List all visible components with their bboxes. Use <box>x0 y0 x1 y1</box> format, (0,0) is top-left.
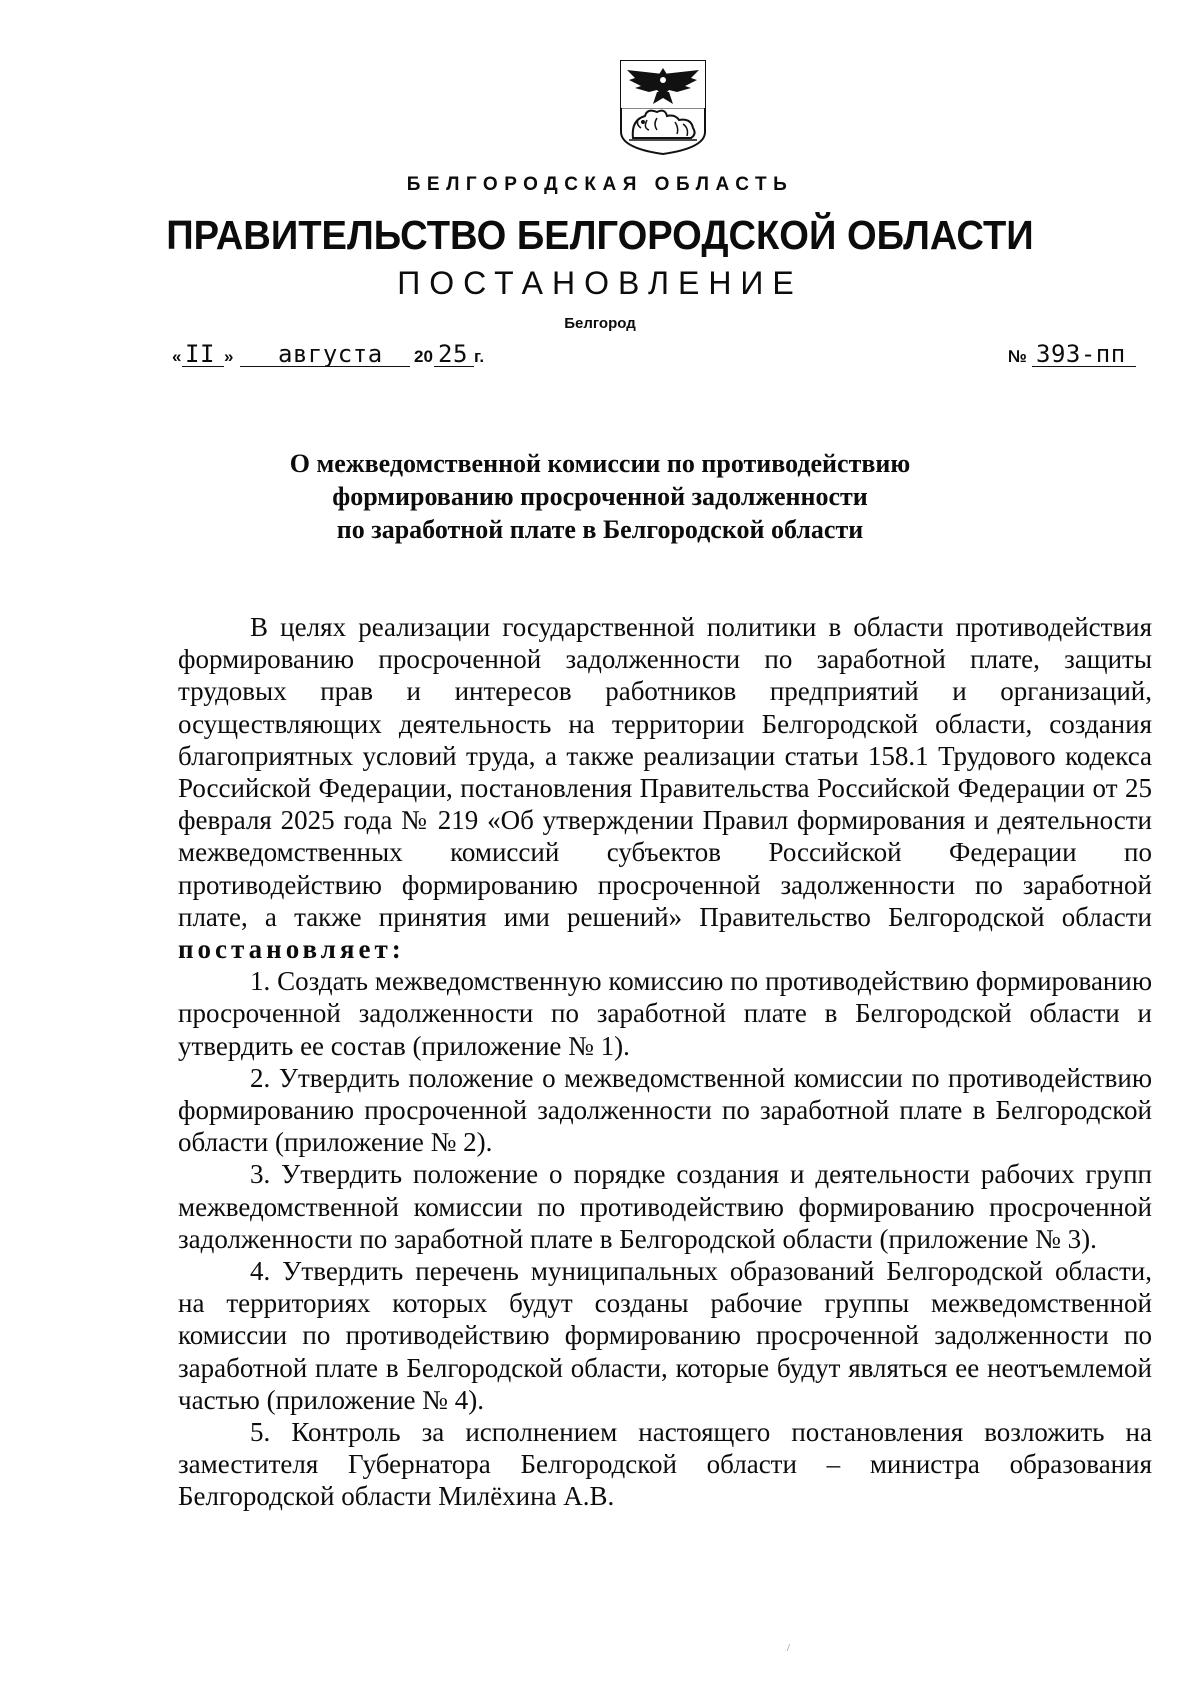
decree-keyword: постановляет: <box>178 934 405 965</box>
preamble-text: В целях реализации государственной политики в области противодействия формированию просроченной задолженности по заработной плате, защиты трудовых прав и интересов работников предприятий и организаций, осуществляющих деятельность на территории Белгородской области, создания благоприятных условий труда, а также реализации статьи 158.1 Трудового кодекса Российской Федерации, постановления Правительства Российской Федерации от 25 февраля 2025 года № 219 «Об утверждении Правил формирования и деятельности межведомственных комиссий субъектов Российской Федерации по противодействию формированию просроченной задолженности по заработной плате, а также принятия ими решений» Правительство Белгородской области <box>178 612 1152 932</box>
number-value: 393-пп <box>1036 340 1126 368</box>
date-year-underline <box>434 366 474 367</box>
date-open-quote: « <box>172 347 182 366</box>
preamble-paragraph <box>178 611 1152 965</box>
scan-mark: / <box>787 1643 790 1654</box>
city-label: Белгород <box>564 315 636 332</box>
date-year-prefix: 20 <box>414 347 433 366</box>
subject-line: формированию просроченной задолженности <box>332 482 868 511</box>
date-year-abbr: г. <box>474 347 485 366</box>
decree-item: 4. Утвердить перечень муниципальных образований Белгородской области, на территориях которых будут созданы рабочие группы межведомственной комиссии по противодействию формированию просроченной задолженности по заработной плате в Белгородской области, которые будут являться ее неотъемлемой частью (приложение № 4). <box>178 1256 1152 1415</box>
date-year: 25 <box>438 340 468 368</box>
decree-item: 1. Создать межведомственную комиссию по противодействию формированию просроченной задолженности по заработной плате в Белгородской области и утвердить ее состав (приложение № 1). <box>178 966 1152 1061</box>
subject-line: О межведомственной комиссии по противодействию <box>289 449 911 478</box>
subject-line: по заработной плате в Белгородской области <box>336 515 864 544</box>
date-day: II <box>185 340 215 368</box>
number-sign: № <box>1008 347 1027 366</box>
number-underline <box>1032 366 1136 367</box>
decree-body <box>178 611 1152 1513</box>
date-month-underline <box>240 366 410 367</box>
region-title: БЕЛГОРОДСКАЯ ОБЛАСТЬ <box>406 174 794 195</box>
government-title: ПРАВИТЕЛЬСТВО БЕЛГОРОДСКОЙ ОБЛАСТИ <box>166 212 1034 258</box>
date-month: августа <box>278 340 383 368</box>
coat-of-arms-icon <box>617 58 709 156</box>
decree-item: 3. Утвердить положение о порядке создания и деятельности рабочих групп межведомственной комиссии по противодействию формированию просроченной задолженности по заработной плате в Белгородской области (приложение № 3). <box>178 1159 1152 1254</box>
document-type: ПОСТАНОВЛЕНИЕ <box>397 265 803 301</box>
decree-item: 5. Контроль за исполнением настоящего постановления возложить на заместителя Губернатора Белгородской области – министра образования Белгородской области Милёхина А.В. <box>178 1417 1152 1512</box>
decree-item: 2. Утвердить положение о межведомственной комиссии по противодействию формированию просроченной задолженности по заработной плате в Белгородской области (приложение № 2). <box>178 1062 1152 1158</box>
date-day-underline <box>182 366 224 367</box>
decree-subject <box>0 447 1200 546</box>
date-close-quote: » <box>224 347 234 366</box>
